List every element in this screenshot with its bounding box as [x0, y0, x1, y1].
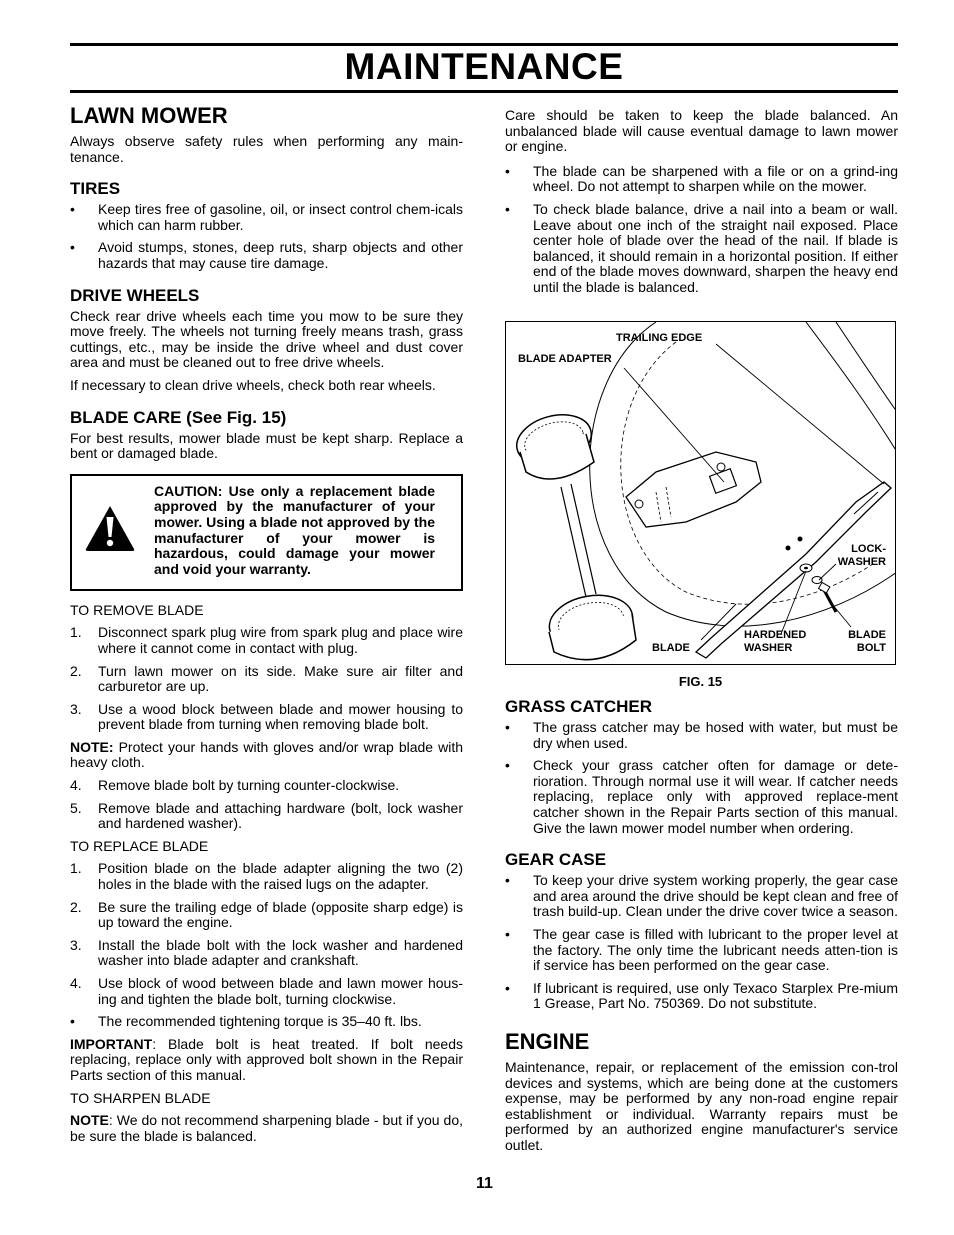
- label-hardened-washer: HARDENED WASHER: [744, 629, 807, 654]
- blade-care-heading: BLADE CARE (See Fig. 15): [70, 407, 287, 427]
- label-blade-adapter: BLADE ADAPTER: [518, 353, 612, 365]
- gear-case-heading: GEAR CASE: [505, 850, 607, 870]
- balance-text: Care should be taken to keep the blade balanced. An unbalanced blade will cause eventual damage to lawn mower or engine.: [505, 107, 898, 155]
- important-note: IMPORTANT: Blade bolt is heat treated. If bolt needs replacing, replace only with approved bolt shown in the Repair Parts section of this manual.: [70, 1035, 463, 1083]
- list-item: • The gear case is filled with lubricant to the proper level at the factory. The only time the lubricant needs atten-tion is if service has been performed on the gear case.: [505, 925, 898, 974]
- list-item: 4. Use block of wood between blade and lawn mower hous-ing and tighten the blade bolt, turning clockwise.: [70, 975, 463, 1007]
- intro-text: Always observe safety rules when performing any main-tenance.: [70, 133, 463, 165]
- remove-steps: [70, 625, 463, 733]
- engine-heading: ENGINE: [505, 1028, 590, 1054]
- label-lock-washer: LOCK- WASHER: [837, 543, 886, 568]
- list-item: 2. Be sure the trailing edge of blade (opposite sharp edge) is up toward the engine.: [70, 898, 463, 931]
- tires-heading: TIRES: [70, 179, 121, 199]
- lawn-mower-heading: LAWN MOWER: [70, 103, 228, 128]
- list-item: • If lubricant is required, use only Texaco Starplex Pre-mium 1 Grease, Part No. 750369. Do not substitute.: [505, 979, 898, 1012]
- caution-box: [70, 474, 463, 591]
- right-column-bottom: [505, 697, 898, 1160]
- list-item: • Check your grass catcher often for damage or dete-rioration. Through normal use it will wear. If catcher needs replacing, replace only with approved replace-ment catcher shown in the Repair Parts section of this manual. Give the lawn mower model number when ordering.: [505, 757, 898, 836]
- list-item: 3. Install the blade bolt with the lock washer and hardened washer into blade adapter and crankshaft.: [70, 936, 463, 969]
- balance-list: [505, 164, 898, 296]
- warning-icon: [84, 504, 136, 552]
- label-trailing-edge: TRAILING EDGE: [616, 332, 703, 344]
- left-column: [70, 104, 463, 1151]
- remove-blade-heading: TO REMOVE BLADE: [70, 601, 204, 618]
- drive-wheels-text: Check rear drive wheels each time you mow to be sure they move freely. The wheels not turning freely means trash, grass cuttings, etc., may be inside the drive wheel and dust cover area and must be cleaned out to free drive wheels.: [70, 307, 463, 371]
- figure-15: [505, 321, 896, 665]
- sharpen-blade-heading: TO SHARPEN BLADE: [70, 1089, 211, 1106]
- remove-steps-2: [70, 778, 463, 832]
- list-item: • Avoid stumps, stones, deep ruts, sharp objects and other hazards that may cause tire damage.: [70, 239, 463, 271]
- list-item: 2. Turn lawn mower on its side. Make sure air filter and carburetor are up.: [70, 662, 463, 695]
- engine-text: Maintenance, repair, or replacement of the emission con-trol devices and systems, which are being done at the customers expense, may be performed by any non-road engine repair establishment or individual. Warranty repairs must be performed by an authorized engine manufacturer's service outlet.: [505, 1058, 898, 1153]
- page-number: 11: [476, 1175, 493, 1192]
- list-item: 1. Position blade on the blade adapter aligning the two (2) holes in the blade with the raised lugs on the adapter.: [70, 860, 463, 893]
- list-item: 5. Remove blade and attaching hardware (bolt, lock washer and hardened washer).: [70, 799, 463, 832]
- list-item: 3. Use a wood block between blade and mower housing to prevent blade from turning when removing blade bolt.: [70, 700, 463, 733]
- remove-note: NOTE: Protect your hands with gloves and/or wrap blade with heavy cloth.: [70, 738, 463, 771]
- list-item: • The recommended tightening torque is 35–40 ft. lbs.: [70, 1013, 422, 1030]
- label-blade: BLADE: [652, 642, 690, 654]
- list-item: • The blade can be sharpened with a file or on a grind-ing wheel. Do not attempt to sharpen while on the mower.: [505, 162, 898, 195]
- grass-catcher-list: [505, 720, 898, 836]
- right-column-top: [505, 108, 898, 303]
- blade-care-text: For best results, mower blade must be kept sharp. Replace a bent or damaged blade.: [70, 429, 463, 462]
- replace-steps: [70, 861, 463, 1029]
- list-item: • To check blade balance, drive a nail into a beam or wall. Leave about one inch of the straight nail exposed. Place center hole of blade over the head of the nail. If blade is balanced, it should remain in a horizontal position. If either end of the blade moves downward, sharpen the heavy end until the blade is balanced.: [505, 200, 898, 295]
- drive-wheels-heading: DRIVE WHEELS: [70, 285, 200, 305]
- list-item: • The grass catcher may be hosed with water, but must be dry when used.: [505, 719, 898, 751]
- tires-list: [70, 202, 463, 271]
- gear-case-list: [505, 873, 898, 1012]
- grass-catcher-heading: GRASS CATCHER: [505, 697, 653, 716]
- list-item: • To keep your drive system working properly, the gear case and area around the drive should be kept clean and free of trash build-up. Clean under the drive cover twice a season.: [505, 872, 898, 920]
- title-rule: [70, 90, 898, 93]
- list-item: 1. Disconnect spark plug wire from spark plug and place wire where it cannot come in contact with plug.: [70, 624, 463, 656]
- replace-blade-heading: TO REPLACE BLADE: [70, 837, 209, 854]
- drive-wheels-text-2: If necessary to clean drive wheels, check both rear wheels.: [70, 376, 436, 393]
- page-title: MAINTENANCE: [344, 46, 624, 87]
- list-item: 4. Remove blade bolt by turning counter-clockwise.: [70, 777, 400, 794]
- list-item: • Keep tires free of gasoline, oil, or insect control chem-icals which can harm rubber.: [70, 201, 463, 233]
- label-blade-bolt: BLADE BOLT: [848, 629, 886, 654]
- sharpen-note: NOTE: We do not recommend sharpening blade - but if you do, be sure the blade is balanced.: [70, 1112, 463, 1144]
- caution-text: CAUTION: Use only a replacement blade approved by the manufacturer of your mower. Using a blade not approved by the manufacturer of your mower is hazardous, could damage your mower and void your warranty.: [154, 482, 435, 577]
- figure-caption: FIG. 15: [678, 674, 723, 689]
- blade-diagram: [506, 322, 896, 665]
